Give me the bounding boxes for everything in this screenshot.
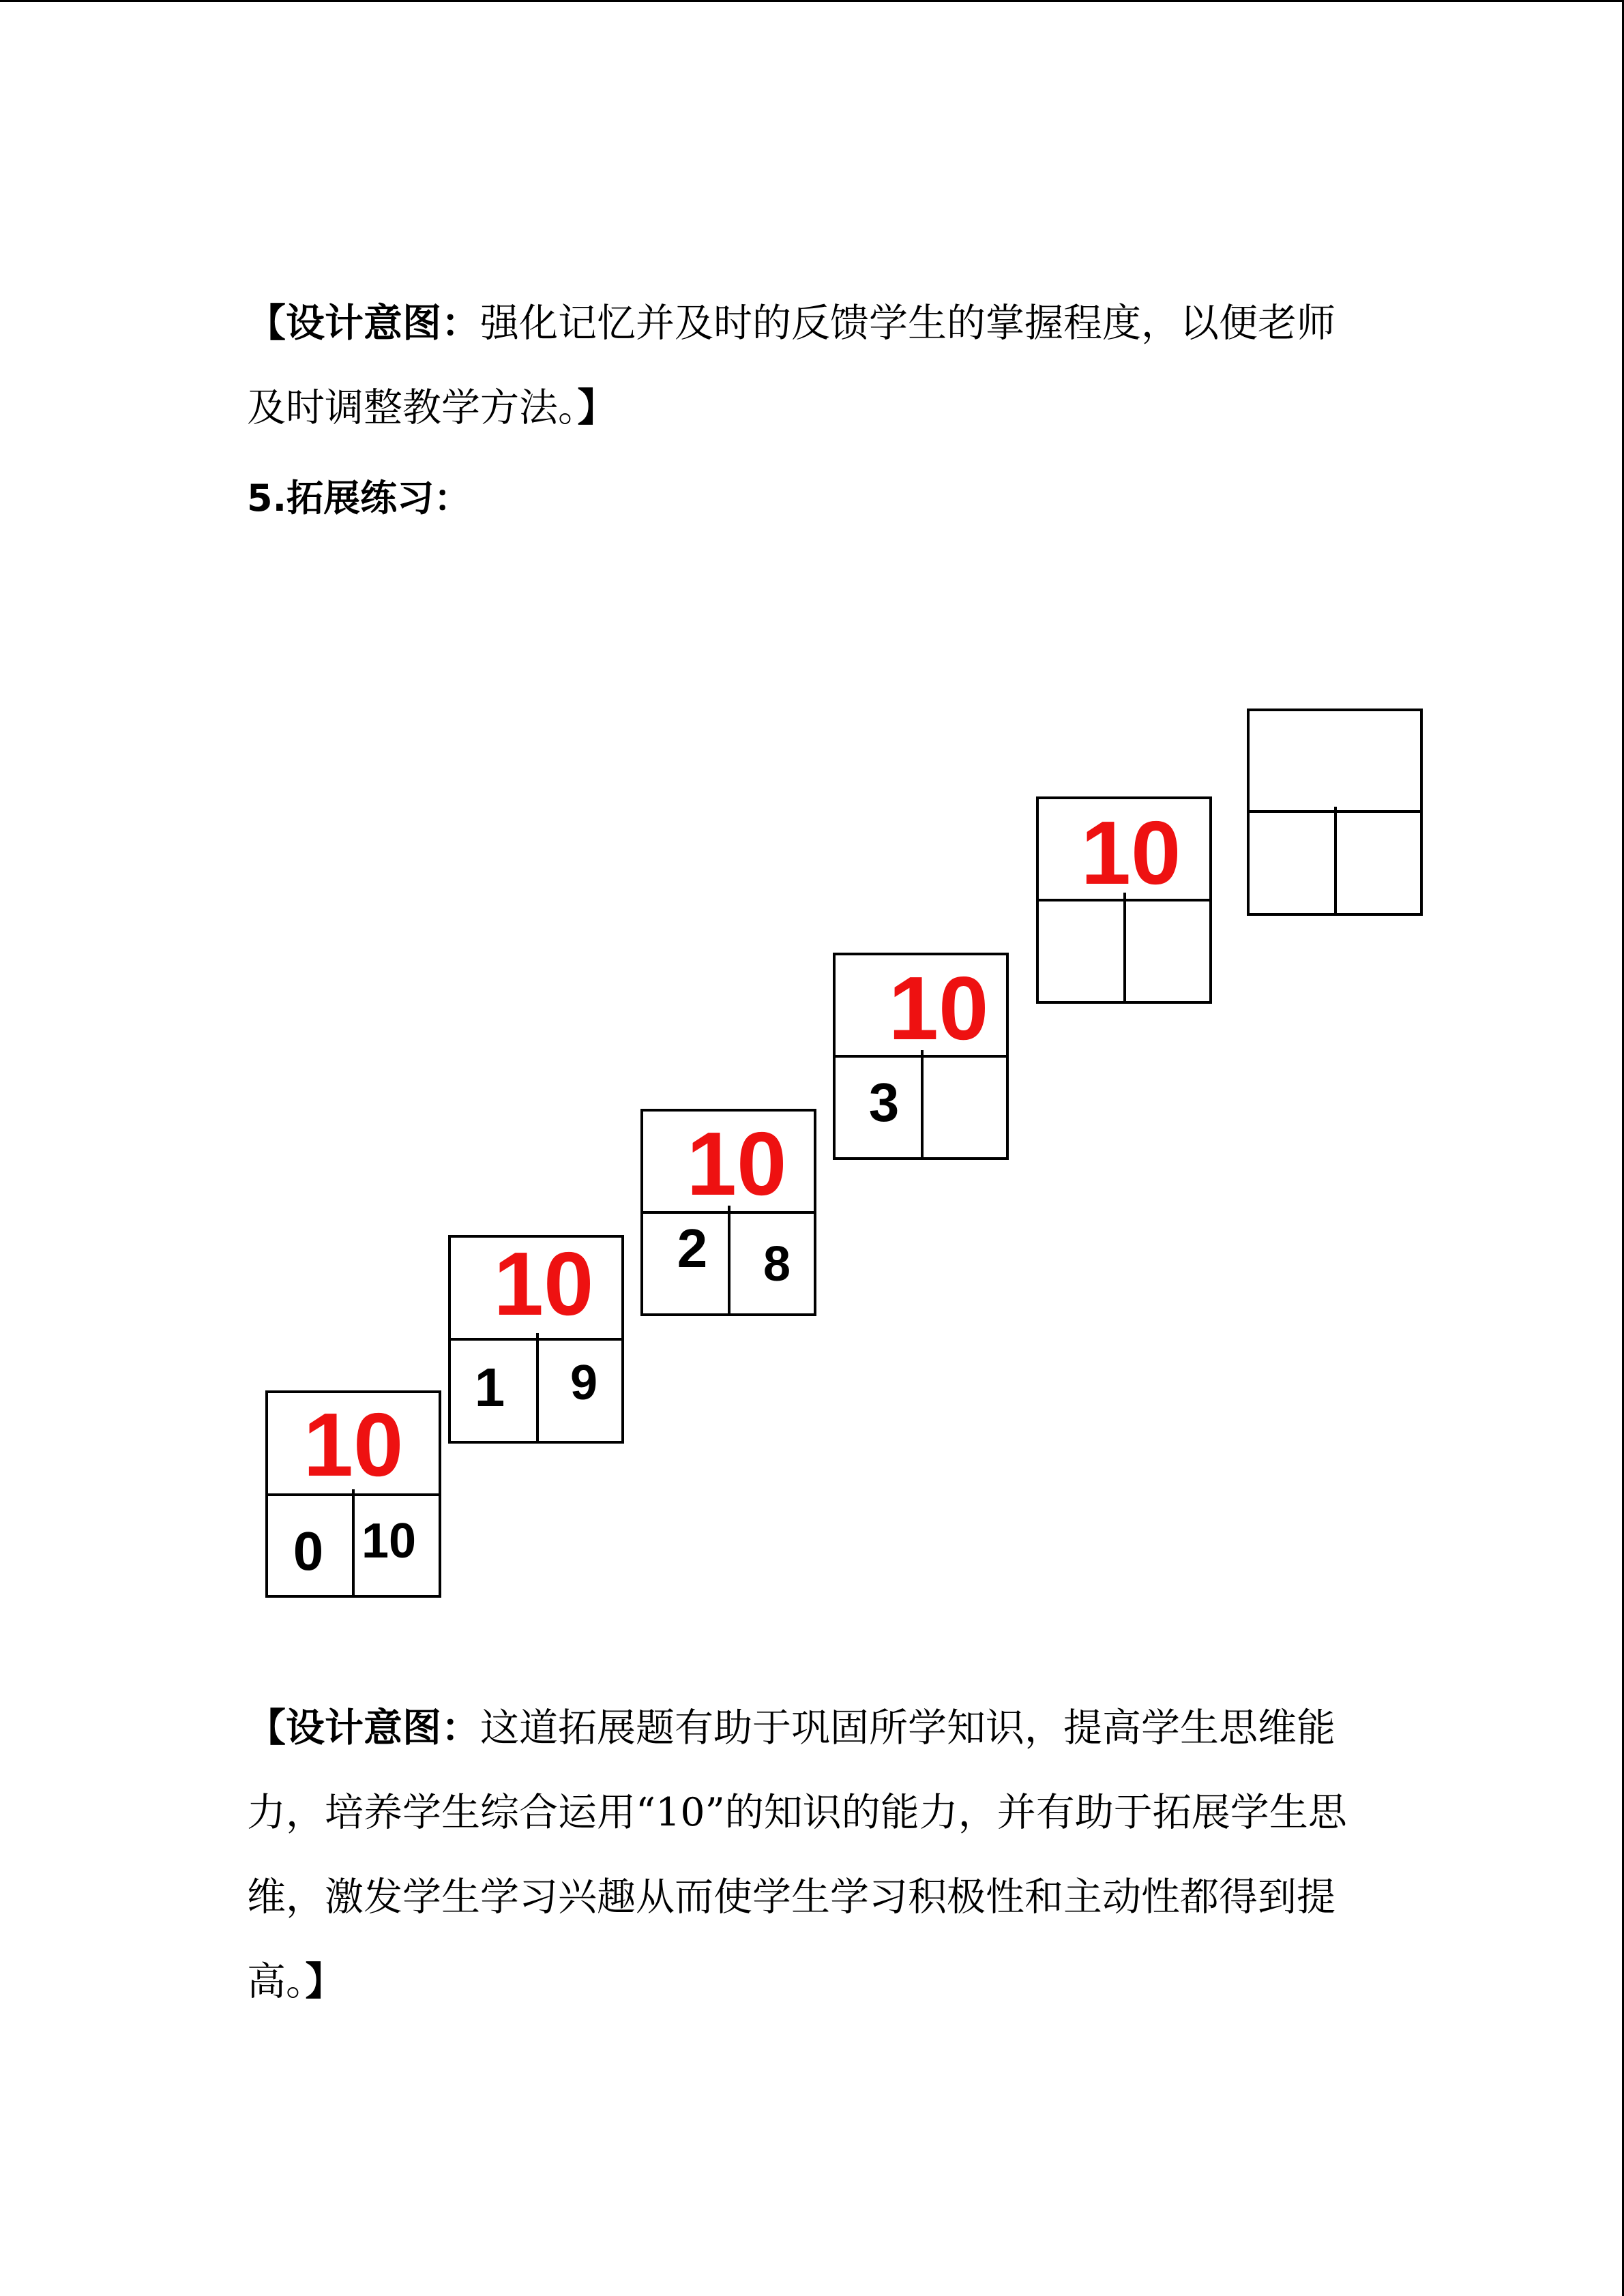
box-1-total: 10: [303, 1395, 404, 1495]
box-3-total: 10: [686, 1114, 787, 1214]
number-box-1: [267, 1392, 440, 1596]
design-intent-2-text: 这道拓展题有助于巩固所学知识，提高学生思维能力，培养学生综合运用“10”的知识的能力，并有助于拓展学生思维，激发学生学习兴趣从而使学生学习积极性和主动性都得到提高。: [247, 1705, 1347, 2004]
design-intent-text: 强化记忆并及时的反馈学生的掌握程度，以便老师及时调整教学方法。: [247, 301, 1335, 430]
box-4-total: 10: [888, 958, 989, 1058]
box-4-left-part: 3: [868, 1072, 900, 1133]
box-3-right-part: 8: [763, 1237, 791, 1292]
design-intent-2-label: 【设计意图：: [247, 1705, 480, 1750]
box-2-right-part: 9: [570, 1356, 598, 1410]
number-box-2: [449, 1234, 623, 1442]
number-box-4: [834, 954, 1007, 1159]
design-intent-2-close: 】: [305, 1958, 344, 2004]
number-box-3: [642, 1110, 815, 1315]
number-box-5: [1037, 798, 1211, 1002]
design-intent-label: 【设计意图：: [247, 300, 480, 346]
section-number: 5.: [247, 477, 287, 520]
box-3-left-part: 2: [677, 1218, 708, 1279]
box-1-left-part: 0: [293, 1521, 324, 1581]
number-box-6: [1248, 710, 1421, 914]
box-2-total: 10: [493, 1234, 594, 1334]
box-5-total: 10: [1080, 803, 1181, 903]
design-intent-close: 】: [577, 385, 617, 430]
design-intent-paragraph-2: [247, 1686, 1355, 2024]
section-title: 拓展练习：: [286, 476, 471, 520]
box-2-left-part: 1: [474, 1357, 505, 1418]
box-1-right-part: 10: [361, 1514, 417, 1568]
